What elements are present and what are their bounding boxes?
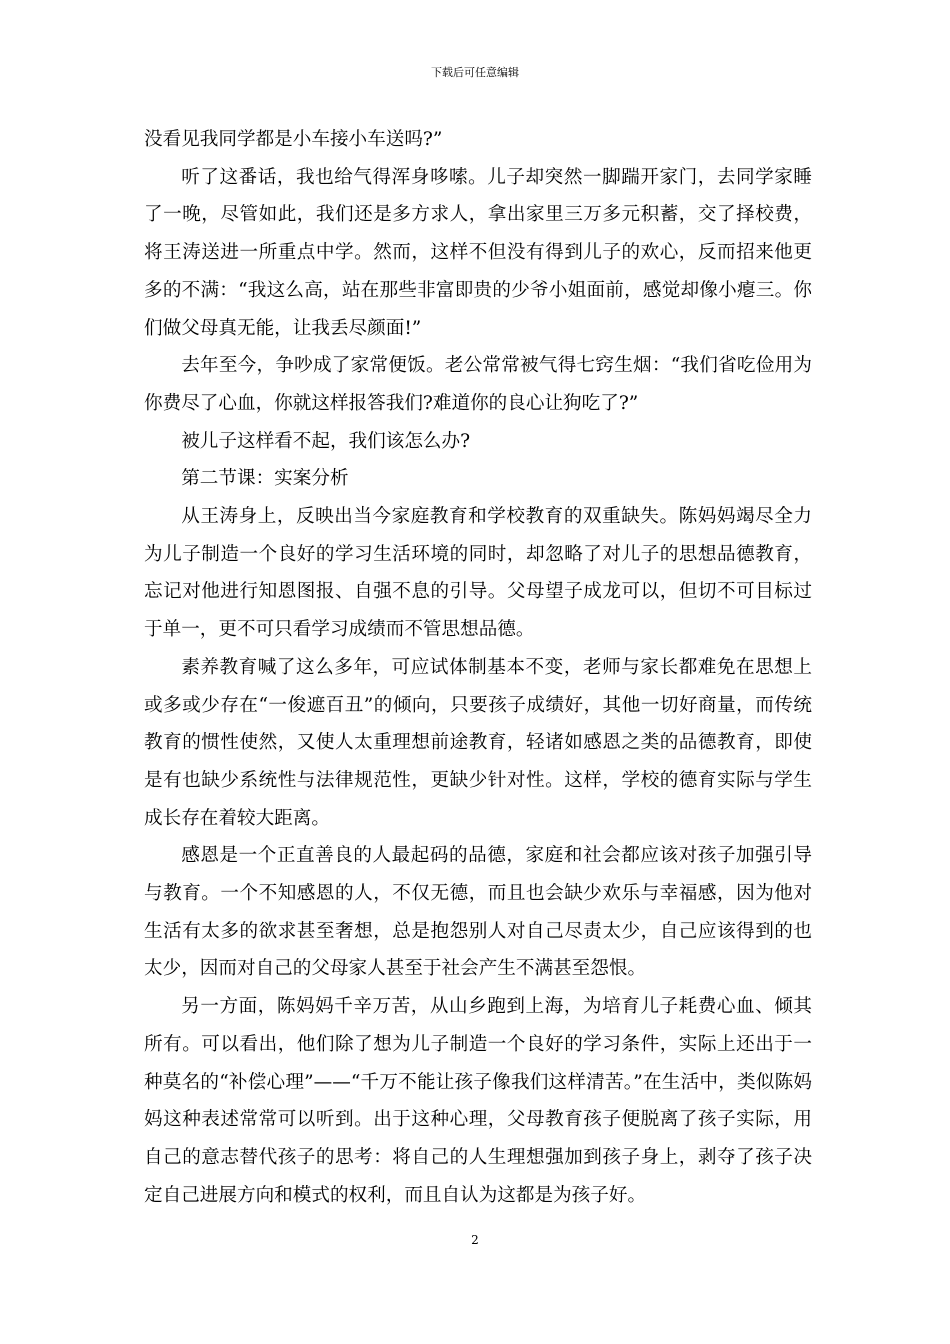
- paragraph-1: 没看见我同学都是小车接小车送吗?”: [144, 129, 443, 150]
- paragraph-2: 听了这番话，我也给气得浑身哆嗦。儿子却突然一脚踹开家门，去同学家睡了一晚，尽管如此，我们还是多方求人，拿出家里三万多元积蓄，交了择校费，将王涛送进一所重点中学。然而，这样不但没有得到儿子的欢心，反而招来他更多的不满：“我这么高，站在那些非富即贵的少爷小姐面前，感觉却像小瘪三。你们做父母真无能，让我丢尽颜面!”: [144, 166, 812, 339]
- page-header: 下载后可任意编辑: [431, 66, 519, 79]
- paragraph-9: 另一方面，陈妈妈千辛万苦，从山乡跑到上海，为培育儿子耗费心血、倾其所有。可以看出，他们除了想为儿子制造一个良好的学习条件，实际上还出于一种莫名的“补偿心理”——“千万不能让孩子像我们这样清苦。”在生活中，类似陈妈妈这种表述常常可以听到。出于这种心理，父母教育孩子便脱离了孩子实际，用自己的意志替代孩子的思考：将自己的人生理想强加到孩子身上，剥夺了孩子决定自己进展方向和模式的权利，而且自认为这都是为孩子好。: [144, 996, 812, 1206]
- paragraph-3: 去年至今，争吵成了家常便饭。老公常常被气得七窍生烟：“我们省吃俭用为你费尽了心血，你就这样报答我们?难道你的良心让狗吃了?”: [144, 355, 812, 414]
- section-heading: 第二节课：实案分析: [181, 468, 349, 490]
- document-body: [144, 121, 812, 1214]
- paragraph-8: 感恩是一个正直善良的人最起码的品德，家庭和社会都应该对孩子加强引导与教育。一个不知感恩的人，不仅无德，而且也会缺少欢乐与幸福感，因为他对生活有太多的欲求甚至奢想，总是抱怨别人对自己尽责太少，自己应该得到的也太少，因而对自己的父母家人甚至于社会产生不满甚至怨恨。: [144, 845, 812, 980]
- page-number: 2: [471, 1233, 479, 1247]
- paragraph-4: 被儿子这样看不起，我们该怎么办?: [181, 430, 471, 452]
- paragraph-7: 素养教育喊了这么多年，可应试体制基本不变，老师与家长都难免在思想上或多或少存在“一俊遮百丑”的倾向，只要孩子成绩好，其他一切好商量，而传统教育的惯性使然，又使人太重理想前途教育，轻诸如感恩之类的品德教育，即使是有也缺少系统性与法律规范性，更缺少针对性。这样，学校的德育实际与学生成长存在着较大距离。: [144, 656, 812, 829]
- paragraph-6: 从王涛身上，反映出当今家庭教育和学校教育的双重缺失。陈妈妈竭尽全力为儿子制造一个良好的学习生活环境的同时，却忽略了对儿子的思想品德教育，忘记对他进行知恩图报、自强不息的引导。父母望子成龙可以，但切不可目标过于单一，更不可只看学习成绩而不管思想品德。: [144, 506, 812, 641]
